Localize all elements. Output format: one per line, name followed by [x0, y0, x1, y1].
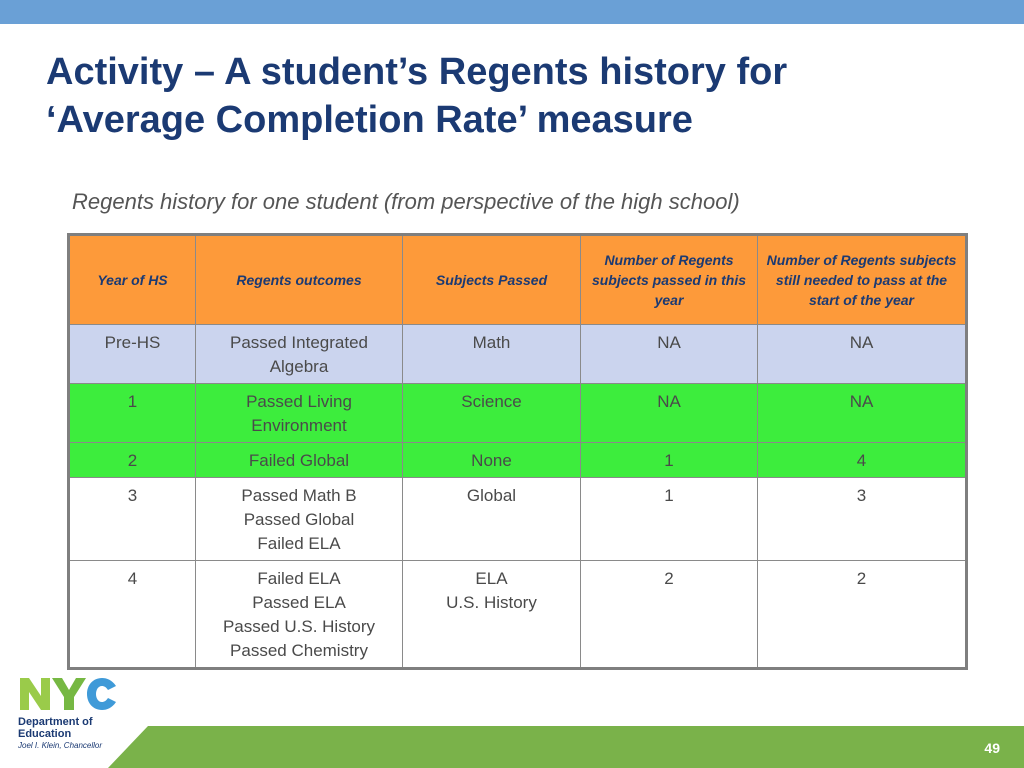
slide-title-line-2: ‘Average Completion Rate’ measure — [46, 99, 693, 141]
cell-subjects — [403, 384, 581, 443]
outcome-line: Passed ELA — [252, 593, 346, 612]
cell-subjects — [403, 561, 581, 669]
slide-title-line-1: Activity – A student’s Regents history for — [46, 51, 788, 93]
cell-passed-this-year: 2 — [581, 561, 758, 669]
outcome-line: Algebra — [269, 357, 329, 376]
department-name: Department of Education — [18, 716, 93, 740]
cell-subjects — [403, 443, 581, 478]
cell-still-needed: 4 — [758, 443, 967, 478]
cell-outcomes — [196, 561, 403, 669]
header-subjects-passed-this-year: Number of Regents subjects passed in this year — [581, 235, 758, 325]
cell-subjects — [403, 478, 581, 561]
header-year-of-hs: Year of HS — [69, 235, 196, 325]
outcome-line: Failed ELA — [257, 569, 341, 588]
outcome-line: Failed ELA — [257, 534, 341, 553]
cell-outcomes — [196, 325, 403, 384]
cell-year: 3 — [69, 478, 196, 561]
footer-bar — [108, 726, 1024, 768]
header-subjects-passed: Subjects Passed — [403, 235, 581, 325]
outcome-line: Environment — [251, 416, 347, 435]
outcome-line: Passed Chemistry — [230, 641, 368, 660]
cell-outcomes — [196, 478, 403, 561]
subject-line: Math — [472, 333, 511, 352]
cell-passed-this-year: 1 — [581, 478, 758, 561]
subject-line: Science — [461, 392, 522, 411]
outcome-line: Passed Integrated — [230, 333, 368, 352]
cell-year: 4 — [69, 561, 196, 669]
outcome-line: Failed Global — [248, 451, 350, 470]
subject-line: None — [471, 451, 512, 470]
cell-year: Pre-HS — [69, 325, 196, 384]
table-row — [69, 325, 967, 384]
table-row — [69, 561, 967, 669]
cell-still-needed: 3 — [758, 478, 967, 561]
outcome-line: Passed Global — [243, 510, 355, 529]
cell-still-needed: 2 — [758, 561, 967, 669]
top-accent-bar — [0, 0, 1024, 24]
outcome-line: Passed U.S. History — [222, 617, 376, 636]
regents-history-table — [67, 233, 968, 670]
cell-still-needed: NA — [758, 325, 967, 384]
page-number: 49 — [984, 740, 1000, 756]
header-subjects-still-needed: Number of Regents subjects still needed to pass at the start of the year — [758, 235, 967, 325]
table-row — [69, 384, 967, 443]
outcome-line: Passed Math B — [241, 486, 357, 505]
table-header-row — [69, 235, 967, 325]
nyc-logo-icon — [18, 676, 122, 712]
cell-outcomes — [196, 443, 403, 478]
header-regents-outcomes: Regents outcomes — [196, 235, 403, 325]
cell-passed-this-year: 1 — [581, 443, 758, 478]
slide-title — [46, 48, 986, 144]
cell-passed-this-year: NA — [581, 384, 758, 443]
table-row — [69, 443, 967, 478]
subject-line: Global — [466, 486, 517, 505]
subject-line: ELA — [475, 569, 508, 588]
cell-still-needed: NA — [758, 384, 967, 443]
cell-passed-this-year: NA — [581, 325, 758, 384]
nyc-doe-logo — [18, 676, 148, 751]
subject-line: U.S. History — [446, 593, 537, 612]
slide-subtitle: Regents history for one student (from perspective of the high school) — [72, 189, 740, 214]
cell-year: 1 — [69, 384, 196, 443]
table-row — [69, 478, 967, 561]
cell-outcomes — [196, 384, 403, 443]
chancellor-name: Joel I. Klein, Chancellor — [18, 741, 103, 750]
outcome-line: Passed Living — [246, 392, 352, 411]
cell-year: 2 — [69, 443, 196, 478]
cell-subjects — [403, 325, 581, 384]
